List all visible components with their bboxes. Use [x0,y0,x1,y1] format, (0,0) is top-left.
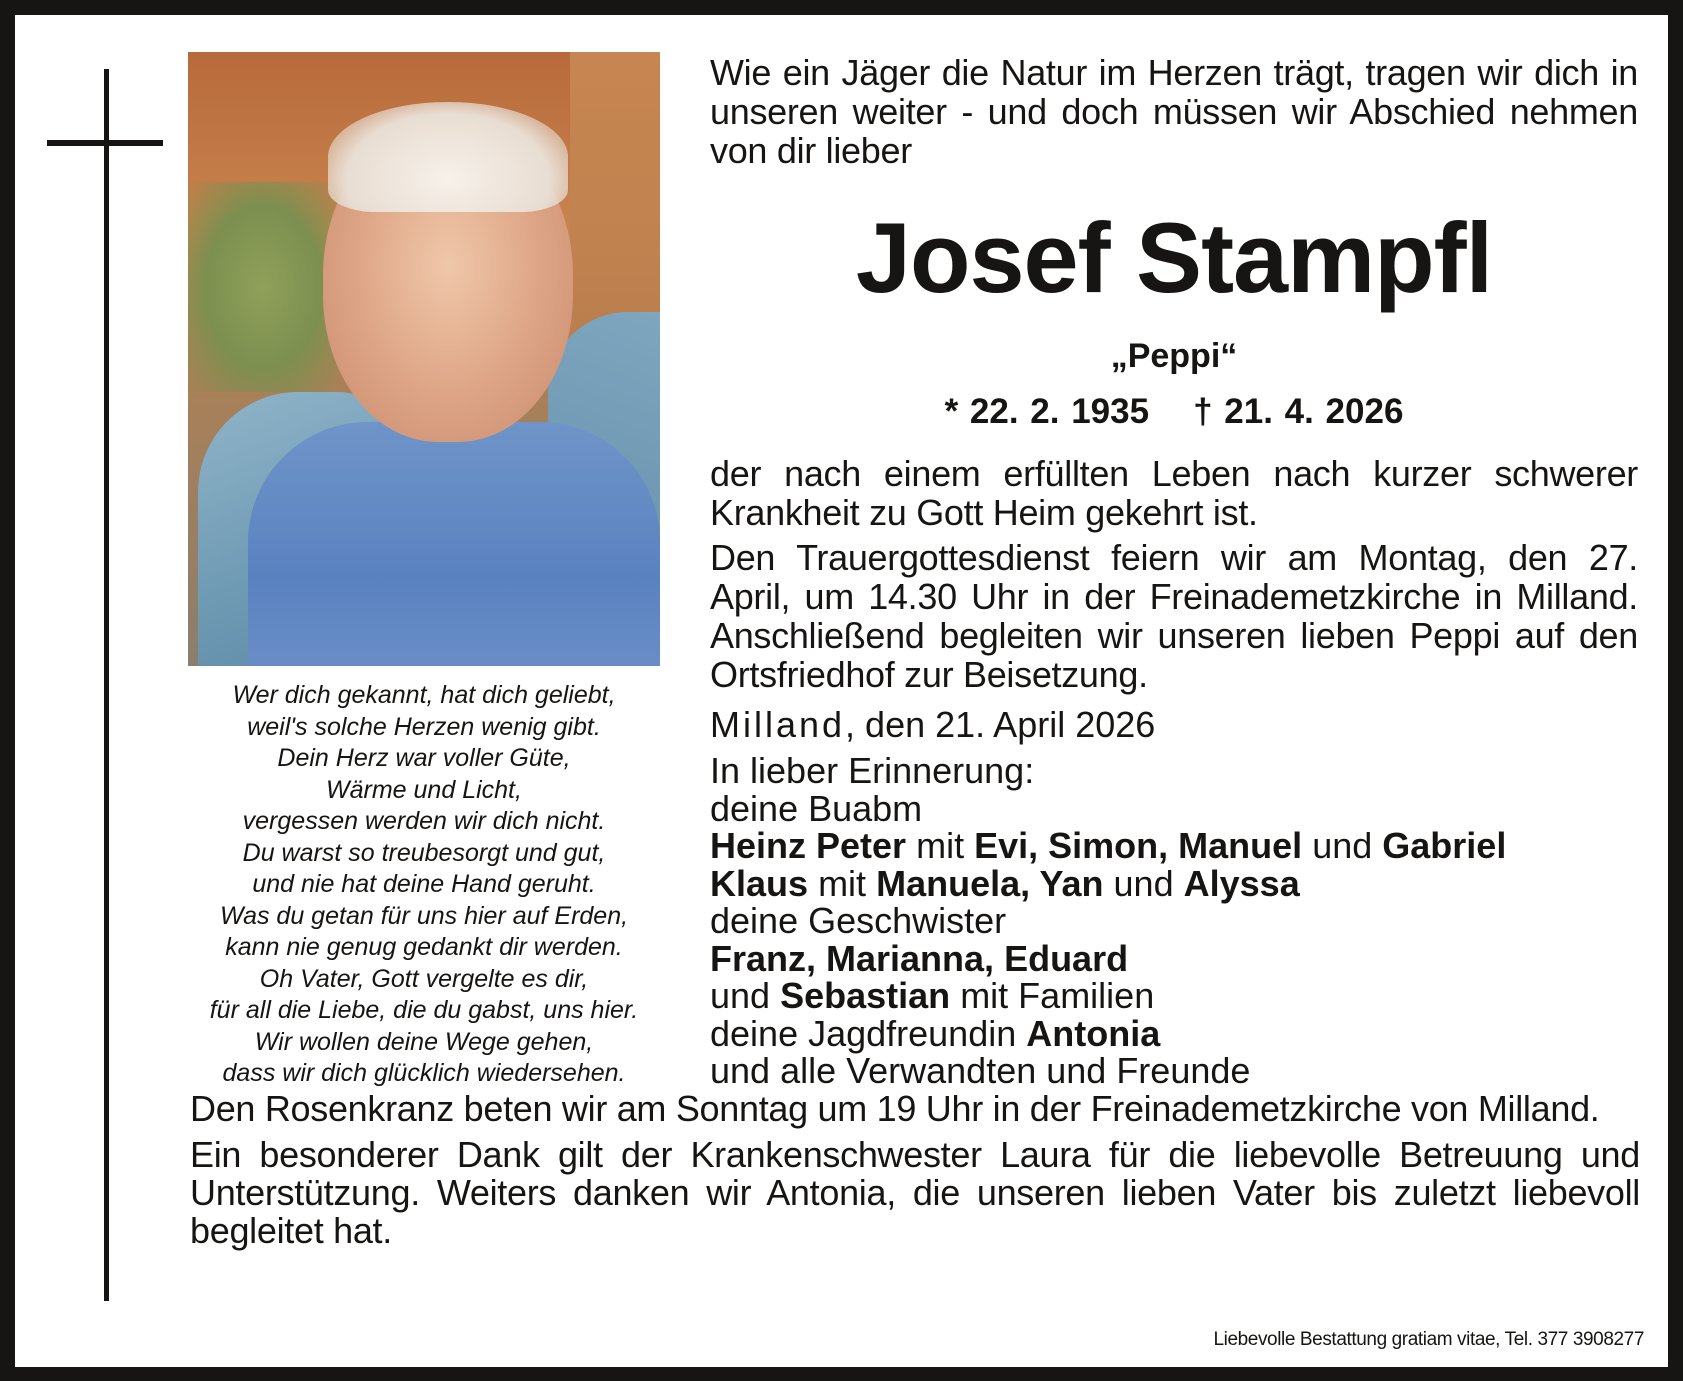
poem-line: Oh Vater, Gott vergelte es dir, [259,964,589,993]
siblings-line: Franz, Marianna, Eduard [710,937,1129,979]
poem-line: kann nie genug gedankt dir werden. [225,933,623,961]
deceased-name: Josef Stampfl [855,202,1493,313]
photo-background-greenery [188,182,338,392]
poem-line: und nie hat deine Hand geruht. [252,870,596,898]
thanks-text: Ein besonderer Dank gilt der Krankenschwester Laura für die liebevolle Betreuung und Unterstützung. Weiters danken wir Antonia, die unseren lieben Vater bis zuletzt liebevoll begleitet hat. [190,1134,1640,1251]
son-line: Klaus mit Manuela, Yan und Alyssa [710,862,1300,904]
place-city: Milland [710,704,846,745]
birth-date: * 22. 2. 1935 [944,392,1150,431]
poem-line: Was du getan für uns hier auf Erden, [219,901,629,930]
family-list [710,752,1638,1090]
place-date-text: , den 21. April 2026 [845,704,1156,745]
poem-line: Dein Herz war voller Güte, [277,744,571,772]
latin-cross-icon-bar [47,140,163,146]
poem-line: Du warst so treubesorgt und gut, [242,838,606,867]
family-heading: In lieber Erinnerung: [710,750,1035,791]
obituary-sheet [15,15,1668,1367]
main-text-column [710,53,1638,1090]
poem-line: Wärme und Licht, [326,775,522,804]
deceased-nickname: „Peppi“ [1110,337,1238,375]
poem-line: dass wir dich glücklich wiedersehen. [222,1059,626,1087]
latin-cross-icon [104,69,109,1301]
passing-text: der nach einem erfüllten Leben nach kurzer schwerer Krankheit zu Gott Heim gekehrt ist. [710,453,1638,533]
siblings-label: deine Geschwister [710,900,1007,941]
photo-shirt [248,422,660,666]
life-dates [710,390,1638,434]
portrait-photo [188,52,660,666]
family-closing: und alle Verwandten und Freunde [710,1050,1251,1091]
siblings-line: und Sebastian mit Familien [710,975,1155,1016]
son-line: Heinz Peter mit Evi, Simon, Manuel und Gabriel [710,825,1507,866]
poem-line: Wer dich gekannt, hat dich geliebt, [232,681,616,709]
place-date [710,705,1638,744]
intro-text: Wie ein Jäger die Natur im Herzen trägt, tragen wir dich in unseren weiter - und doch müssen wir Abschied nehmen von dir lieber [710,52,1638,171]
sons-label: deine Buabm [710,787,923,829]
photo-hair [328,102,568,212]
death-date: † 21. 4. 2026 [1193,392,1404,431]
memorial-poem [188,680,660,1090]
poem-line: für all die Liebe, die du gabst, uns hier. [209,996,639,1024]
poem-line: vergessen werden wir dich nicht. [242,807,606,835]
poem-line: Wir wollen deine Wege gehen, [254,1027,594,1056]
funeral-text: Den Trauergottesdienst feiern wir am Montag, den 27. April, um 14.30 Uhr in der Freinademetzkirche in Milland. Anschließend begleiten wir unseren lieben Peppi auf den Ortsfriedhof zur Beisetzung. [710,537,1638,695]
rosary-text: Den Rosenkranz beten wir am Sonntag um 19 Uhr in der Freinademetzkirche von Milland. [190,1088,1600,1129]
bottom-notes [190,1090,1640,1250]
friend-line: deine Jagdfreundin Antonia [710,1012,1161,1054]
funeral-home-credit: Liebevolle Bestattung gratiam vitae, Tel. 377 3908277 [1213,1329,1644,1350]
poem-line: weil's solche Herzen wenig gibt. [247,712,601,741]
